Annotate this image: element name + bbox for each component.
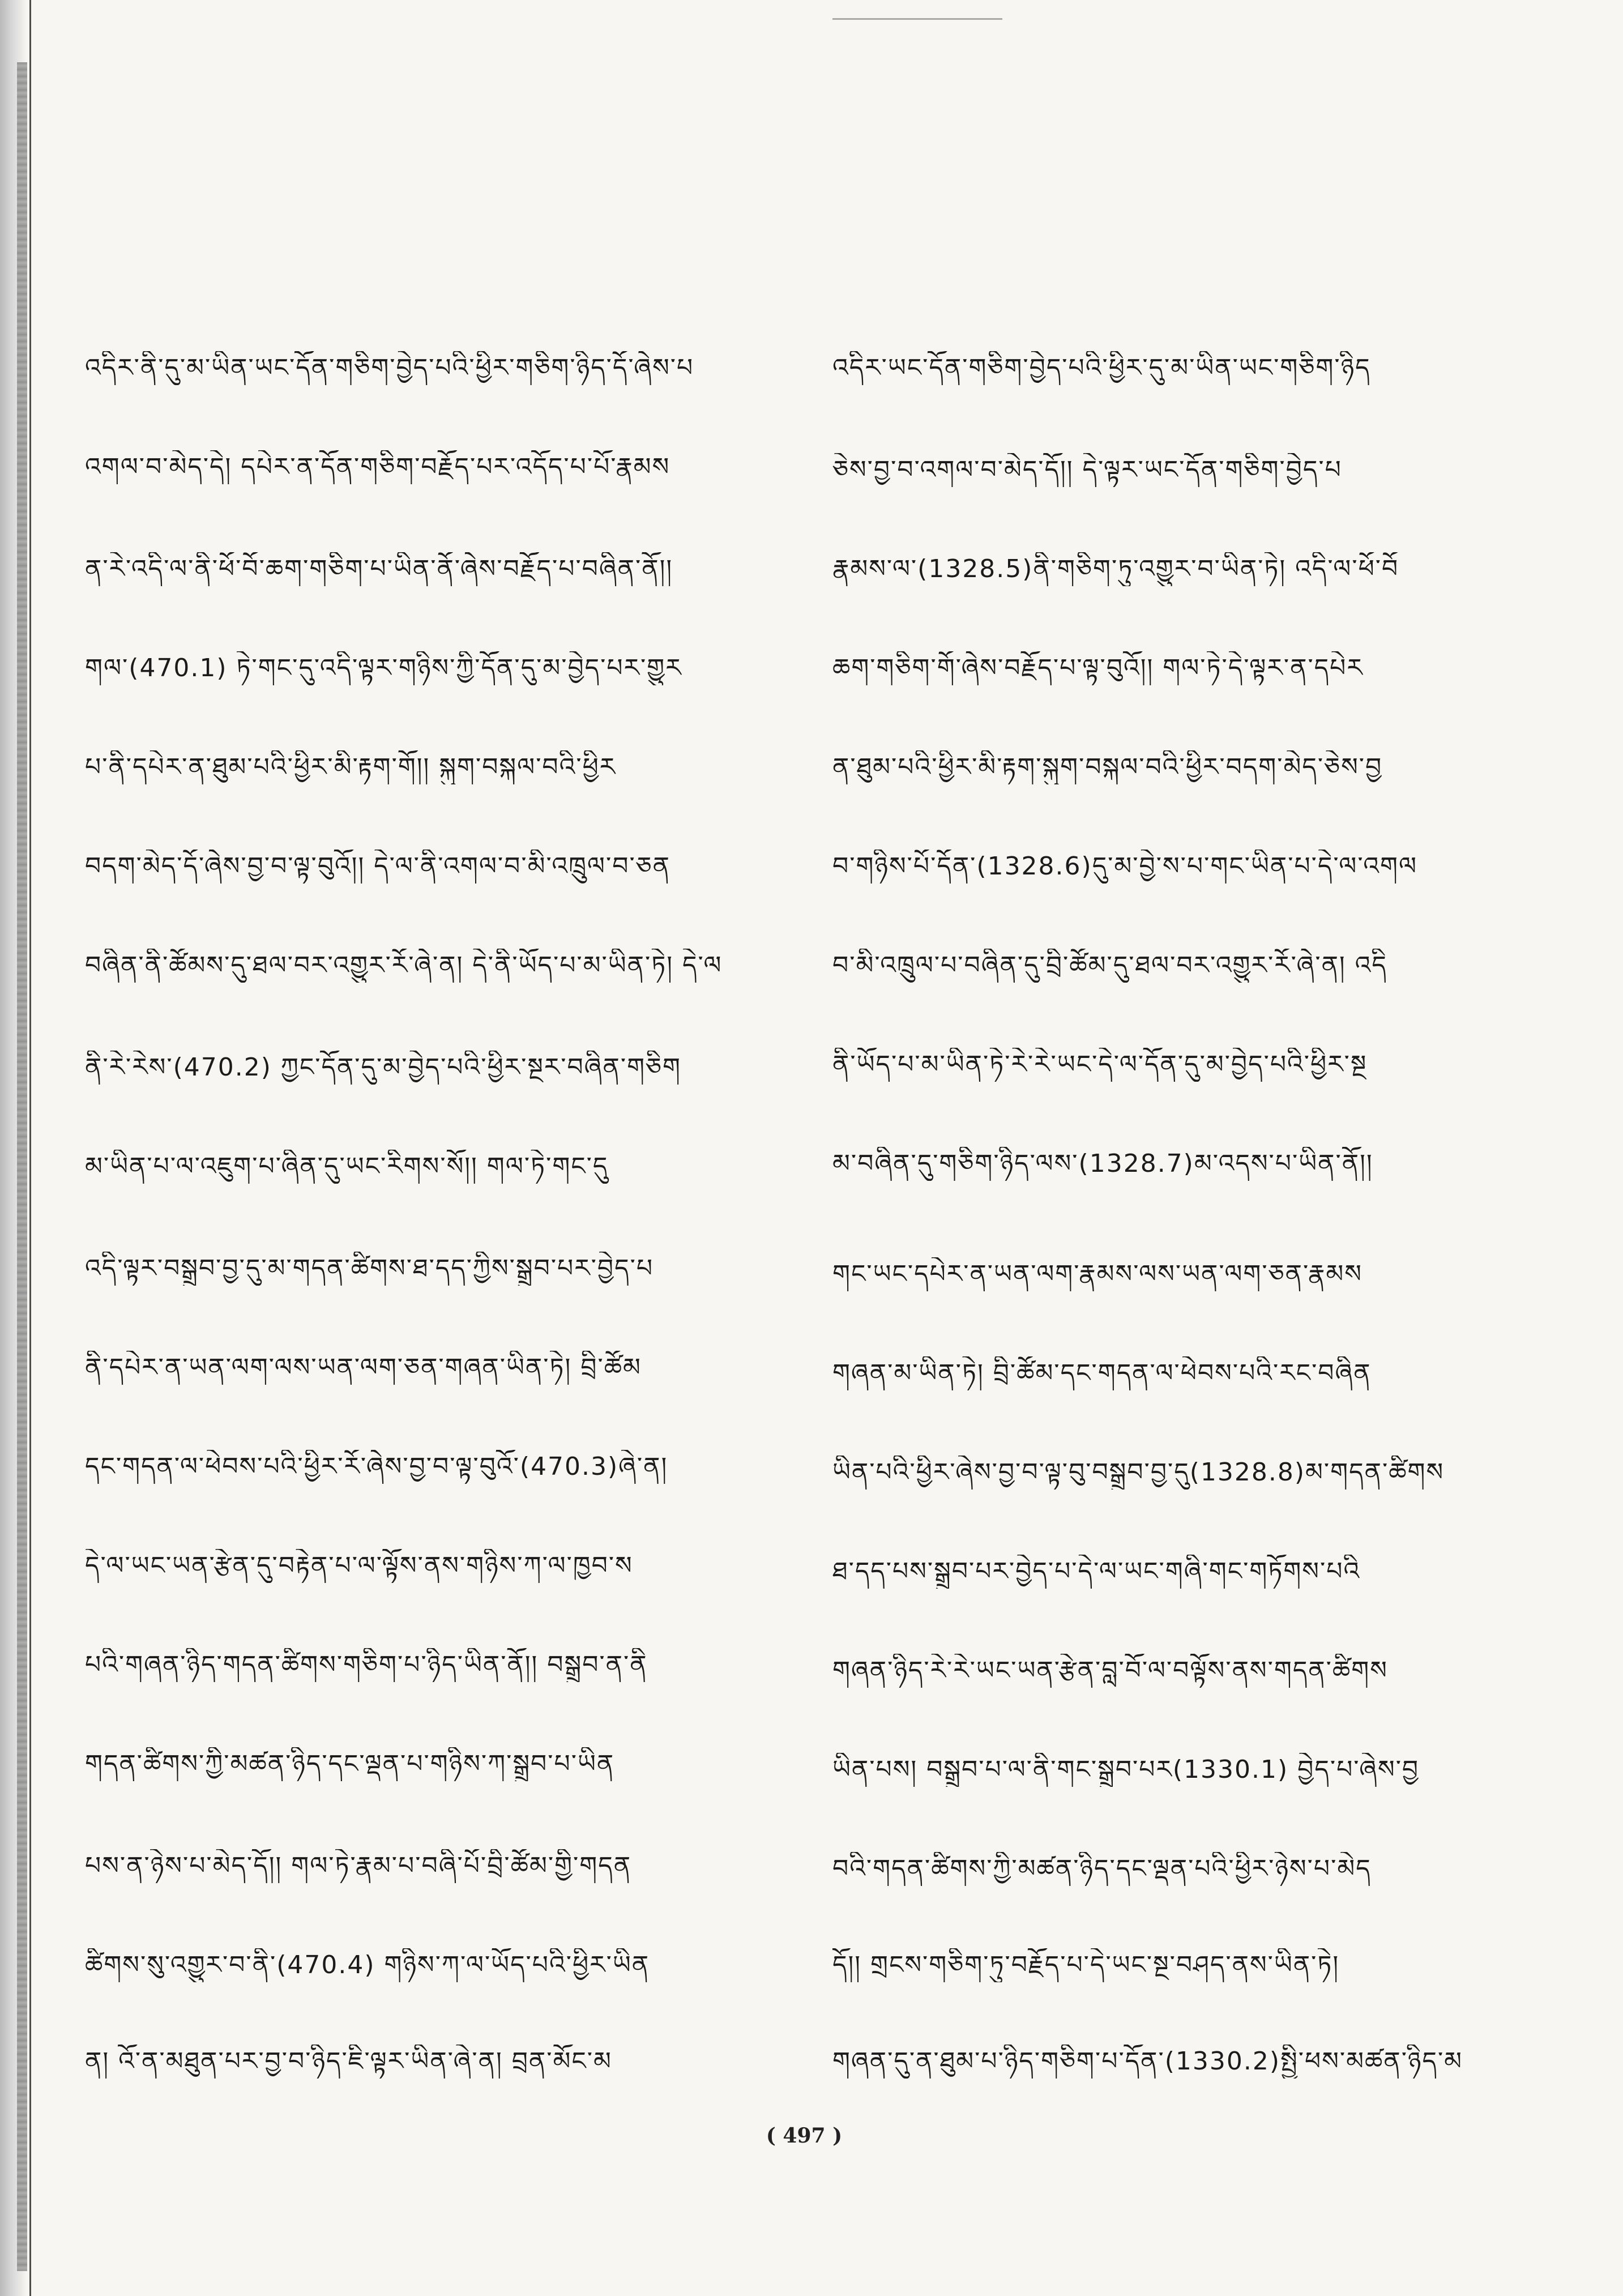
text-line: ན་རེ་འདི་ལ་ནི་ཕོ་བོ་ཆག་གཅིག་པ་ཡིན་ནོ་ཞེས་བརྗོད་པ་བཞིན་ནོ།། — [85, 554, 673, 583]
text-line: དོ།། གྲངས་གཅིག་ཏུ་བརྗོད་པ་དེ་ཡང་སྔ་བཤད་ནས་ཡིན་ཏེ། — [832, 1951, 1340, 1979]
text-line: འགལ་བ་མེད་དེ། དཔེར་ན་དོན་གཅིག་བརྗོད་པར་འདོད་པ་པོ་རྣམས — [85, 453, 670, 481]
text-line: བའི་གདན་ཚིགས་ཀྱི་མཚན་ཉིད་དང་ལྡན་པའི་ཕྱིར་ཉེས་པ་མེད — [832, 1854, 1372, 1883]
page-number: ( 497 ) — [766, 2124, 843, 2148]
text-line: བདག་མེད་དོ་ཞེས་བྱ་བ་ལྟ་བུའོ།། དེ་ལ་ནི་འགལ་བ་མི་འཁྲུལ་བ་ཅན — [85, 852, 671, 881]
text-line: གཞན་དུ་ན་ཐུམ་པ་ཉིད་གཅིག་པ་དོན་(1330.2)སྤྱི་ཕས་མཚན་ཉིད་མ — [832, 2047, 1463, 2076]
text-line: གཞན་ཉིད་རེ་རེ་ཡང་ཡན་རྩེན་བླ་བོ་ལ་བལྟོས་ནས་གདན་ཚིགས — [832, 1656, 1388, 1685]
text-line: གལ་(470.1) ཏེ་གང་དུ་འདི་ལྟར་གཉིས་ཀྱི་དོན་དུ་མ་བྱེད་པར་གྱུར — [85, 654, 682, 682]
text-line: ནི་དཔེར་ན་ཡན་ལག་ལས་ཡན་ལག་ཅན་གཞན་ཡིན་ཏེ། བྲི་ཚོམ — [85, 1353, 642, 1382]
text-line: ཆག་གཅིག་གོ་ཞེས་བརྗོད་པ་ལྟ་བུའོ།། གལ་ཏེ་དེ་ལྟར་ན་དཔེར — [832, 654, 1364, 682]
text-line: གདན་ཚིགས་ཀྱི་མཚན་ཉིད་དང་ལྡན་པ་གཉིས་ཀ་སྒྲུབ་པ་ཡིན — [85, 1749, 615, 1778]
text-line: པས་ན་ཉེས་པ་མེད་དོ།། གལ་ཏེ་རྣམ་པ་བཞི་པོ་བྲི་ཚོམ་གྱི་གདན — [85, 1851, 632, 1880]
text-line: བ་མི་འཁྲུལ་པ་བཞིན་དུ་བྲི་ཚོམ་དུ་ཐལ་བར་འགྱུར་རོ་ཞེ་ན། འདི — [832, 951, 1387, 980]
text-line: ཐ་དད་པས་སྒྲུབ་པར་བྱེད་པ་དེ་ལ་ཡང་གཞི་གང་གཏོགས་པའི — [832, 1557, 1361, 1586]
text-line: འདི་ལྟར་བསྒྲུབ་བྱ་དུ་མ་གདན་ཚིགས་ཐ་དད་ཀྱིས་སྒྲུབ་པར་བྱེད་པ — [85, 1254, 654, 1283]
text-line: བཞིན་ནི་ཚོམས་དུ་ཐལ་བར་འགྱུར་རོ་ཞེ་ན། དེ་ནི་ཡོད་པ་མ་ཡིན་ཏེ། དེ་ལ — [85, 951, 723, 980]
text-line: པའི་གཞན་ཉིད་གདན་ཚིགས་གཅིག་པ་ཉིད་ཡིན་ནོ།། བསྒྲུབ་ན་ནི — [85, 1650, 648, 1679]
text-line: བ་གཉིས་པོ་དོན་(1328.6)དུ་མ་བྱེ་ས་པ་གང་ཡིན་པ་དེ་ལ་འགལ — [832, 852, 1418, 881]
text-line: ཚིགས་སུ་འགྱུར་བ་ནི་(470.4) གཉིས་ཀ་ལ་ཡོད་པའི་ཕྱིར་ཡིན — [85, 1951, 650, 1979]
text-line: དེ་ལ་ཡང་ཡན་རྩེན་དུ་བརྟེན་པ་ལ་ལྟོས་ནས་གཉིས་ཀ་ལ་ཁྱབ་ས — [85, 1551, 633, 1580]
text-line: འདིར་ནི་དུ་མ་ཡིན་ཡང་དོན་གཅིག་བྱེད་པའི་ཕྱིར་གཅིག་ཉིད་དོ་ཞེས་པ — [85, 353, 694, 382]
text-line: ཅེས་བྱ་བ་འགལ་བ་མེད་དོ།། དེ་ལྟར་ཡང་དོན་གཅིག་བྱེད་པ — [832, 455, 1342, 484]
text-line: གང་ཡང་དཔེར་ན་ཡན་ལག་རྣམས་ལས་ཡན་ལག་ཅན་རྣམས — [832, 1260, 1363, 1288]
text-line: ནི་ཡོད་པ་མ་ཡིན་ཏེ་རེ་རེ་ཡང་དེ་ལ་དོན་དུ་མ་བྱེད་པའི་ཕྱིར་སྔ — [832, 1050, 1368, 1079]
text-line: ཡིན་པའི་ཕྱིར་ཞེས་བྱ་བ་ལྟ་བུ་བསྒྲུབ་བྱ་དུ(1328.8)མ་གདན་ཚིགས — [832, 1458, 1445, 1487]
text-line: ནི་རེ་རེས་(470.2) ཀྱང་དོན་དུ་མ་བྱེད་པའི་ཕྱིར་སྔར་བཞིན་གཅིག — [85, 1053, 682, 1082]
text-line: འདིར་ཡང་དོན་གཅིག་བྱེད་པའི་ཕྱིར་དུ་མ་ཡིན་ཡང་གཅིག་ཉིད — [832, 353, 1371, 382]
left-margin-rule — [29, 0, 31, 2296]
binding-edge — [17, 62, 27, 2271]
top-scan-mark — [832, 18, 1002, 20]
text-line: གཞན་མ་ཡིན་ཏེ། བྲི་ཚོམ་དང་གདན་ལ་ཕེབས་པའི་རང་བཞིན — [832, 1359, 1372, 1388]
text-line: དང་གདན་ལ་ཕེབས་པའི་ཕྱིར་རོ་ཞེས་བྱ་བ་ལྟ་བུའོ་(470.3)ཞེ་ན། — [85, 1452, 668, 1481]
text-line: ཡིན་པས། བསྒྲུབ་པ་ལ་ནི་གང་སྒྲུབ་པར(1330.1) བྱེད་པ་ཞེས་བྱ — [832, 1755, 1420, 1784]
text-line: ན། འོ་ན་མཐུན་པར་བྱ་བ་ཉིད་ཇི་ལྟར་ཡིན་ཞེ་ན། བྲན་མོང་མ — [85, 2047, 612, 2076]
text-line: མ་བཞིན་དུ་གཅིག་ཉིད་ལས་(1328.7)མ་འདས་པ་ཡིན་ནོ།། — [832, 1149, 1373, 1178]
text-line: རྣམས་ལ་(1328.5)ནི་གཅིག་ཏུ་འགྱུར་བ་ཡིན་ཏེ། འདི་ལ་ཕོ་བོ — [832, 554, 1399, 583]
text-line: པ་ནི་དཔེར་ན་ཐུམ་པའི་ཕྱིར་མི་རྟག་གོ།། སྐུག་བསྐལ་བའི་ཕྱིར — [85, 753, 617, 782]
text-line: ན་ཐུམ་པའི་ཕྱིར་མི་རྟག་སྐུག་བསྐལ་བའི་ཕྱིར་བདག་མེད་ཅེས་བྱ — [832, 753, 1383, 782]
text-line: མ་ཡིན་པ་ལ་འཇུག་པ་ཞིན་དུ་ཡང་རིགས་སོ།། གལ་ཏེ་གང་དུ — [85, 1152, 609, 1181]
